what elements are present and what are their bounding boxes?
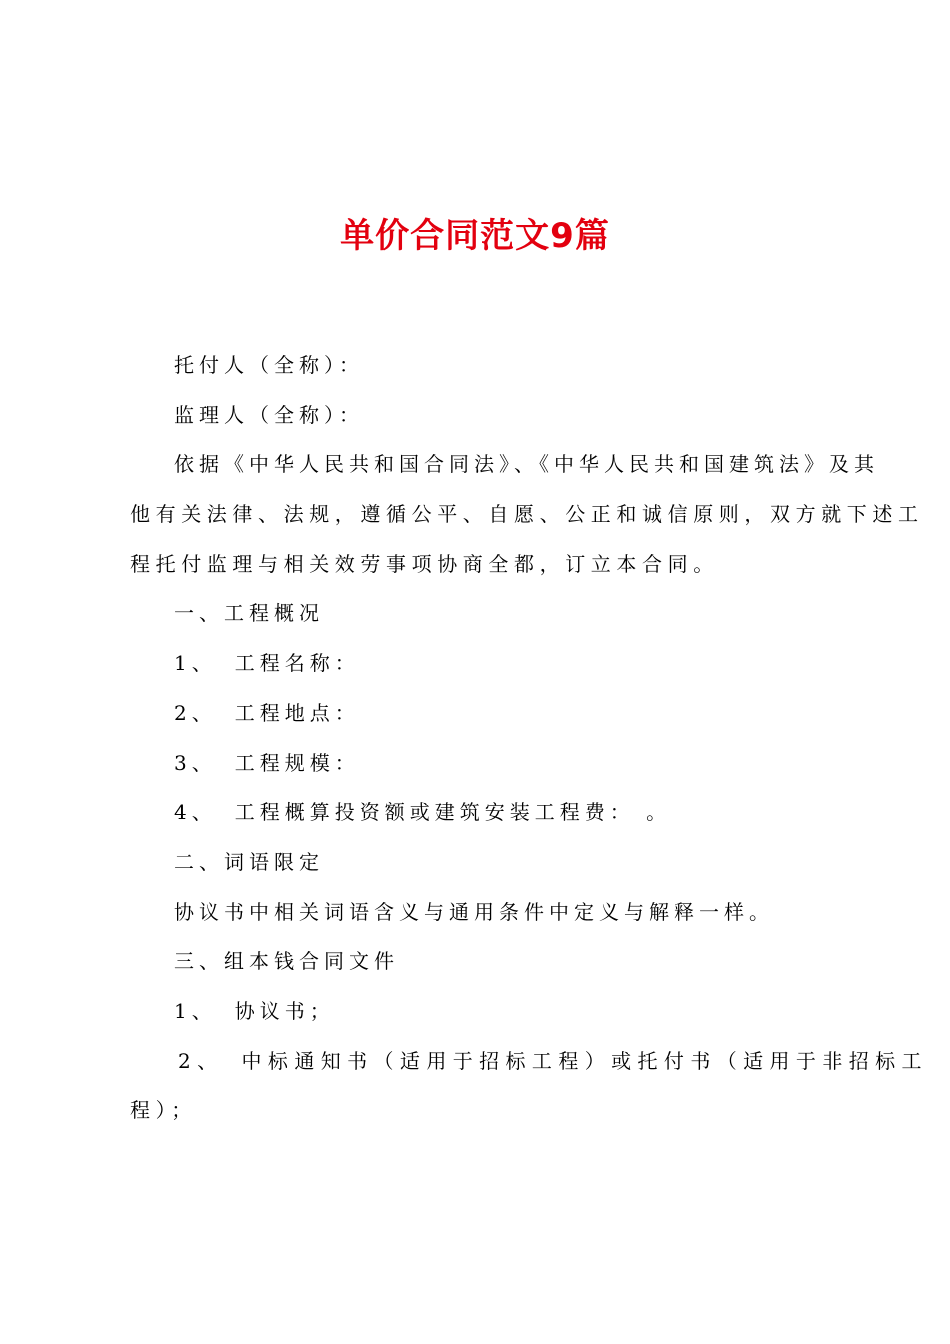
- document-title: 单价合同范文9篇: [340, 216, 610, 256]
- section-1-heading: 一、工程概况: [174, 601, 324, 625]
- entrusting-party-line: 托付人（全称）：: [174, 353, 364, 377]
- section-2-heading: 二、词语限定: [174, 850, 324, 874]
- list-item-text: 工程名称：: [234, 651, 360, 675]
- supervisor-line: 监理人（全称）：: [174, 403, 364, 427]
- list-item: [178, 1046, 928, 1076]
- list-item-number: 3、: [174, 751, 217, 775]
- list-item: [174, 748, 360, 778]
- list-item: [174, 996, 335, 1026]
- list-item: [174, 648, 360, 678]
- list-item-number: 2、: [174, 701, 217, 725]
- preamble-line-3: 程托付监理与相关效劳事项协商全都，订立本合同。: [130, 552, 719, 576]
- list-item-text: 工程地点：: [234, 701, 360, 725]
- list-item-number: 1、: [174, 651, 217, 675]
- section-2-text: 协议书中相关词语含义与通用条件中定义与解释一样。: [174, 900, 774, 924]
- preamble-line-1: 依据《中华人民共和国合同法》、《中华人民共和国建筑法》及其: [174, 452, 879, 476]
- list-item-number: 1、: [174, 999, 217, 1023]
- preamble-line-2: 他有关法律、法规，遵循公平、自愿、公正和诚信原则，双方就下述工: [130, 502, 924, 526]
- list-item-continuation: 程）；: [130, 1098, 197, 1122]
- list-item: [174, 698, 360, 728]
- list-item-number: 2、: [178, 1049, 224, 1073]
- list-item: [174, 797, 671, 827]
- list-item-text: 工程规模：: [234, 751, 360, 775]
- list-item-text: 协议书；: [234, 999, 335, 1023]
- list-item-text: 工程概算投资额或建筑安装工程费： 。: [234, 800, 672, 824]
- list-item-text: 中标通知书（适用于招标工程）或托付书（适用于非招标工: [241, 1049, 928, 1073]
- list-item-number: 4、: [174, 800, 217, 824]
- section-3-heading: 三、组本钱合同文件: [174, 949, 399, 973]
